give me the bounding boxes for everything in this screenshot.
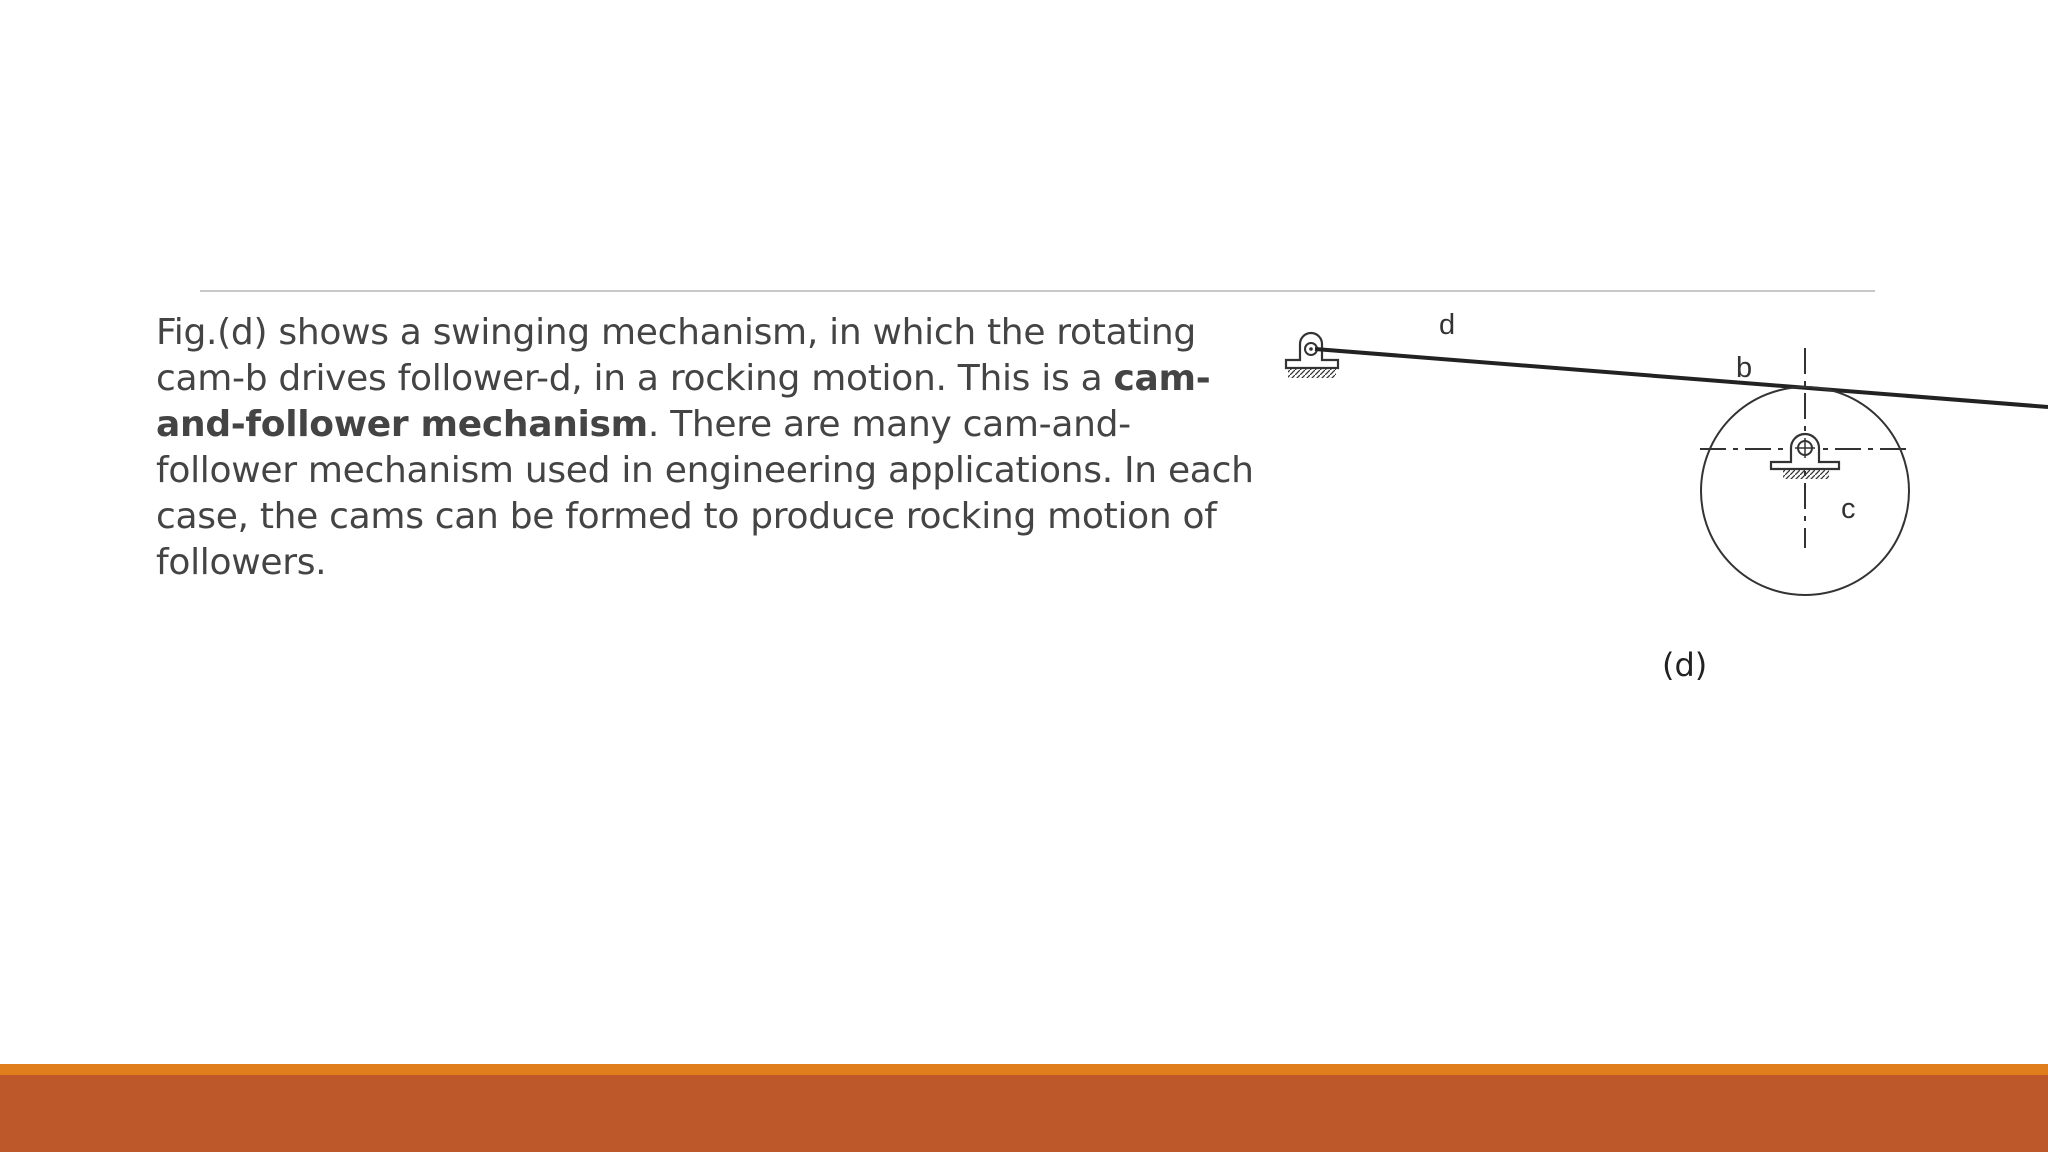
cam-pivot-support [1771, 434, 1839, 479]
body-paragraph [156, 310, 1266, 586]
paragraph-bold-term: cam-and-follower mechanism [156, 358, 1211, 445]
title-divider [200, 290, 1875, 292]
paragraph-text-2: . There are many cam-and-follower mechanism used in engineering applications. In each case, the cams can be formed to produce rocking motion of followers. [156, 404, 1254, 583]
left-pivot-support [1286, 333, 1338, 378]
figure-caption: (d) [1662, 646, 1708, 684]
cam-follower-diagram [1270, 300, 2048, 620]
footer-bar [0, 1075, 2048, 1152]
follower-arm-d [1315, 349, 2048, 407]
paragraph-text-1: Fig.(d) shows a swinging mechanism, in which the rotating cam-b drives follower-d, in a rocking motion. This is a [156, 312, 1196, 399]
label-d: d [1439, 309, 1456, 341]
label-b: b [1736, 352, 1753, 384]
footer-accent-stripe [0, 1064, 2048, 1075]
label-c: c [1841, 493, 1856, 525]
